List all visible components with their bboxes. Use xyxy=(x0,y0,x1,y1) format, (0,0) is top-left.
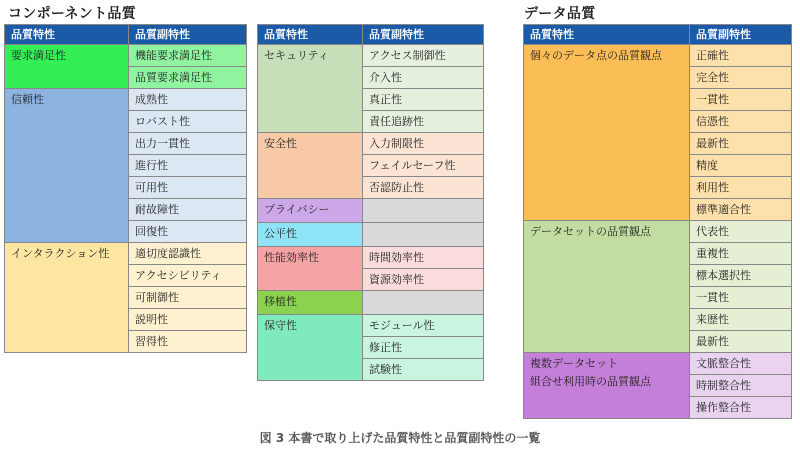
quality-sub-characteristic: 時制整合性 xyxy=(690,375,792,397)
quality-sub-characteristic: 操作整合性 xyxy=(690,397,792,419)
quality-sub-characteristic: 品質要求満足性 xyxy=(129,67,247,89)
component-quality-table-2 xyxy=(257,24,484,381)
quality-sub-characteristic xyxy=(363,223,484,247)
table-row xyxy=(258,223,484,247)
characteristic-header: 品質特性 xyxy=(5,25,129,45)
quality-sub-characteristic xyxy=(363,199,484,223)
quality-sub-characteristic: 可用性 xyxy=(129,177,247,199)
table-row xyxy=(258,45,484,67)
sub-characteristic-header: 品質副特性 xyxy=(129,25,247,45)
table-row xyxy=(258,291,484,315)
component-quality-title: コンポーネント品質 xyxy=(8,6,136,22)
table-row xyxy=(258,315,484,337)
quality-sub-characteristic: 入力制限性 xyxy=(363,133,484,155)
quality-sub-characteristic: 否認防止性 xyxy=(363,177,484,199)
quality-sub-characteristic: 一貫性 xyxy=(690,89,792,111)
table-row xyxy=(524,353,792,375)
header-row xyxy=(258,25,484,45)
quality-sub-characteristic: 耐故障性 xyxy=(129,199,247,221)
quality-sub-characteristic: 成熟性 xyxy=(129,89,247,111)
quality-sub-characteristic: 責任追跡性 xyxy=(363,111,484,133)
quality-characteristic: 個々のデータ点の品質観点 xyxy=(524,45,690,221)
quality-sub-characteristic: 来歴性 xyxy=(690,309,792,331)
quality-characteristic: セキュリティ xyxy=(258,45,363,133)
quality-sub-characteristic: アクセシビリティ xyxy=(129,265,247,287)
quality-sub-characteristic: アクセス制御性 xyxy=(363,45,484,67)
characteristic-header: 品質特性 xyxy=(258,25,363,45)
quality-characteristic: 公平性 xyxy=(258,223,363,247)
quality-sub-characteristic: 最新性 xyxy=(690,133,792,155)
figure-caption: 図 3 本書で取り上げた品質特性と品質副特性の一覧 xyxy=(259,431,541,445)
quality-sub-characteristic xyxy=(363,291,484,315)
sub-characteristic-header: 品質副特性 xyxy=(690,25,792,45)
quality-sub-characteristic: 真正性 xyxy=(363,89,484,111)
quality-characteristic: プライバシー xyxy=(258,199,363,223)
quality-sub-characteristic: 修正性 xyxy=(363,337,484,359)
quality-characteristic: データセットの品質観点 xyxy=(524,221,690,353)
quality-sub-characteristic: 出力一貫性 xyxy=(129,133,247,155)
quality-characteristic: 信頼性 xyxy=(5,89,129,243)
quality-characteristic: インタラクション性 xyxy=(5,243,129,353)
quality-sub-characteristic: 資源効率性 xyxy=(363,269,484,291)
quality-sub-characteristic: 精度 xyxy=(690,155,792,177)
table-row xyxy=(5,89,247,111)
quality-sub-characteristic: 利用性 xyxy=(690,177,792,199)
table-row xyxy=(524,45,792,67)
quality-sub-characteristic: 信憑性 xyxy=(690,111,792,133)
quality-sub-characteristic: 回復性 xyxy=(129,221,247,243)
quality-sub-characteristic: 正確性 xyxy=(690,45,792,67)
quality-sub-characteristic: 適切度認識性 xyxy=(129,243,247,265)
characteristic-header: 品質特性 xyxy=(524,25,690,45)
quality-sub-characteristic: 進行性 xyxy=(129,155,247,177)
quality-sub-characteristic: 完全性 xyxy=(690,67,792,89)
quality-sub-characteristic: 標本選択性 xyxy=(690,265,792,287)
quality-sub-characteristic: 代表性 xyxy=(690,221,792,243)
table-row xyxy=(258,247,484,269)
sub-characteristic-header: 品質副特性 xyxy=(363,25,484,45)
quality-sub-characteristic: 文脈整合性 xyxy=(690,353,792,375)
component-quality-table-1 xyxy=(4,24,247,353)
quality-sub-characteristic: ロバスト性 xyxy=(129,111,247,133)
data-quality-table xyxy=(523,24,792,419)
quality-characteristic: 要求満足性 xyxy=(5,45,129,89)
quality-characteristic: 安全性 xyxy=(258,133,363,199)
quality-characteristic: 性能効率性 xyxy=(258,247,363,291)
quality-sub-characteristic: 試験性 xyxy=(363,359,484,381)
quality-characteristic: 保守性 xyxy=(258,315,363,381)
quality-sub-characteristic: モジュール性 xyxy=(363,315,484,337)
header-row xyxy=(524,25,792,45)
quality-sub-characteristic: 習得性 xyxy=(129,331,247,353)
quality-sub-characteristic: 時間効率性 xyxy=(363,247,484,269)
quality-characteristic: 移植性 xyxy=(258,291,363,315)
table-row xyxy=(524,221,792,243)
quality-sub-characteristic: 可制御性 xyxy=(129,287,247,309)
quality-characteristic: 複数データセット 組合せ利用時の品質観点 xyxy=(524,353,690,419)
table-row xyxy=(5,45,247,67)
quality-sub-characteristic: フェイルセーフ性 xyxy=(363,155,484,177)
quality-sub-characteristic: 介入性 xyxy=(363,67,484,89)
quality-sub-characteristic: 最新性 xyxy=(690,331,792,353)
quality-sub-characteristic: 一貫性 xyxy=(690,287,792,309)
table-row xyxy=(258,133,484,155)
quality-sub-characteristic: 機能要求満足性 xyxy=(129,45,247,67)
header-row xyxy=(5,25,247,45)
data-quality-title: データ品質 xyxy=(524,6,596,22)
quality-sub-characteristic: 標準適合性 xyxy=(690,199,792,221)
quality-sub-characteristic: 説明性 xyxy=(129,309,247,331)
table-row xyxy=(258,199,484,223)
quality-sub-characteristic: 重複性 xyxy=(690,243,792,265)
table-row xyxy=(5,243,247,265)
